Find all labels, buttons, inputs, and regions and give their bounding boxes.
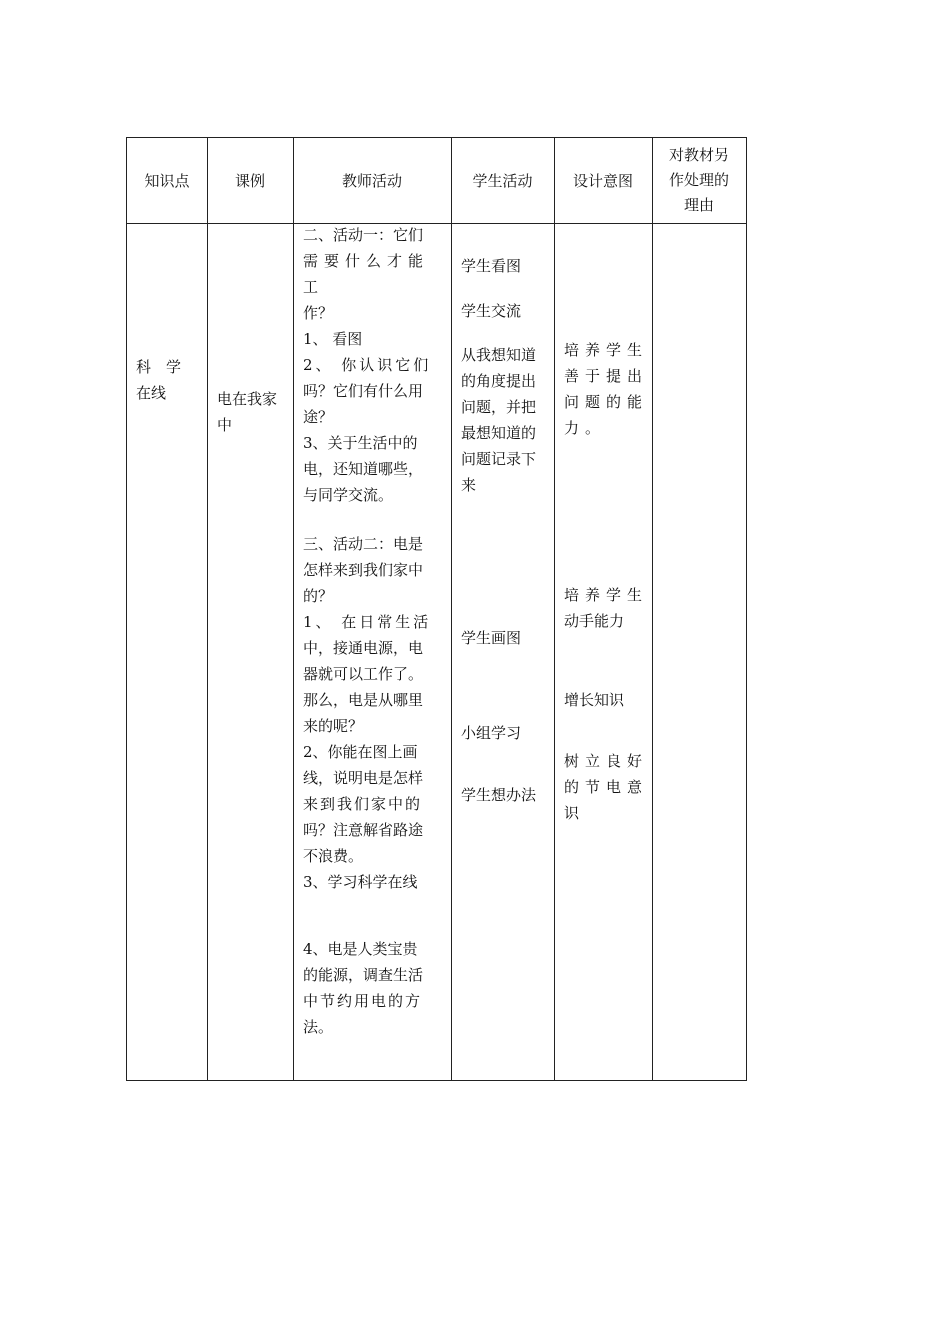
knowledge-point-line: 在线 <box>136 384 167 402</box>
teacher-line: 2、 你认识它们 <box>303 356 432 374</box>
intent-line: 动手能力 <box>564 612 625 630</box>
student-activity-look: 学生看图 <box>461 257 522 275</box>
design-intent-1 <box>564 337 654 441</box>
student-line: 问题，并把 <box>461 398 537 416</box>
teacher-line: 吗？注意解省路途 <box>303 821 424 839</box>
lesson-cell <box>217 386 277 438</box>
teacher-line: 吗？它们有什么用 <box>303 382 424 400</box>
teacher-line: 怎样来到我们家中 <box>303 561 424 579</box>
teacher-line: 来到我们家中的 <box>303 795 423 813</box>
header-design-intent: 设计意图 <box>572 171 633 190</box>
intent-line: 培养学生 <box>564 341 649 359</box>
teacher-line: 法。 <box>303 1018 334 1036</box>
knowledge-point-line: 科 学 <box>136 358 182 376</box>
teacher-line: 中，接通电源，电 <box>303 639 424 657</box>
intent-line: 培养学生 <box>564 586 649 604</box>
teacher-line: 二、活动一：它们 <box>303 226 424 244</box>
column-divider <box>293 138 294 1080</box>
student-line: 从我想知道 <box>461 346 537 364</box>
teacher-line: 作？ <box>303 304 334 322</box>
intent-line: 识 <box>564 804 586 822</box>
teacher-line: 那么，电是从哪里 <box>303 691 424 709</box>
column-divider <box>451 138 452 1080</box>
teacher-line: 中节约用电的方 <box>303 992 423 1010</box>
intent-line: 善于提出 <box>564 367 649 385</box>
column-divider <box>207 138 208 1080</box>
student-line: 最想知道的 <box>461 424 537 442</box>
header-lesson: 课例 <box>234 171 265 190</box>
intent-line: 问题的能 <box>564 393 649 411</box>
student-line: 来 <box>461 476 477 494</box>
teacher-line: 来的呢？ <box>303 717 364 735</box>
design-intent-2 <box>564 582 654 634</box>
intent-line: 的节电意 <box>564 778 649 796</box>
teacher-line: 3、学习科学在线 <box>303 873 418 891</box>
student-line: 问题记录下 <box>461 450 537 468</box>
student-activity-question <box>461 342 551 498</box>
teacher-line: 4、电是人类宝贵 <box>303 940 418 958</box>
teacher-activity-3 <box>303 936 447 1040</box>
teacher-line: 的能源，调查生活 <box>303 966 424 984</box>
student-activity-draw: 学生画图 <box>461 629 522 647</box>
teacher-line: 的？ <box>303 587 334 605</box>
header-student-activity: 学生活动 <box>472 171 533 190</box>
intent-line: 力。 <box>564 419 607 437</box>
teacher-line: 3、关于生活中的 <box>303 434 418 452</box>
teacher-activity-2 <box>303 531 447 895</box>
teacher-line: 1、 在日常生活 <box>303 613 432 631</box>
lesson-line: 电在我家 <box>217 390 278 408</box>
teacher-line: 线，说明电是怎样 <box>303 769 424 787</box>
column-divider <box>554 138 555 1080</box>
teacher-line: 器就可以工作了。 <box>303 665 424 683</box>
teacher-line: 需要什么才能工 <box>303 252 430 296</box>
student-line: 的角度提出 <box>461 372 537 390</box>
header-knowledge-point: 知识点 <box>144 171 190 190</box>
lesson-line: 中 <box>217 416 233 434</box>
header-alternative-reason: 对教材另作处理的理由 <box>668 146 729 214</box>
teacher-line: 电，还知道哪些， <box>303 460 424 478</box>
teacher-line: 三、活动二：电是 <box>303 535 424 553</box>
teacher-line: 与同学交流。 <box>303 486 394 504</box>
design-intent-4 <box>564 748 654 826</box>
teacher-line: 途？ <box>303 408 334 426</box>
student-activity-ideas: 学生想办法 <box>461 786 537 804</box>
intent-line: 树立良好 <box>564 752 649 770</box>
teacher-activity-1 <box>303 222 447 508</box>
header-teacher-activity: 教师活动 <box>341 171 402 190</box>
lesson-plan-table <box>126 137 747 1081</box>
teacher-line: 2、你能在图上画 <box>303 743 418 761</box>
student-activity-group: 小组学习 <box>461 724 522 742</box>
student-activity-discuss: 学生交流 <box>461 302 522 320</box>
teacher-line: 不浪费。 <box>303 847 364 865</box>
knowledge-point-cell <box>136 354 181 406</box>
teacher-line: 1、 看图 <box>303 330 363 348</box>
design-intent-3: 增长知识 <box>564 691 625 709</box>
